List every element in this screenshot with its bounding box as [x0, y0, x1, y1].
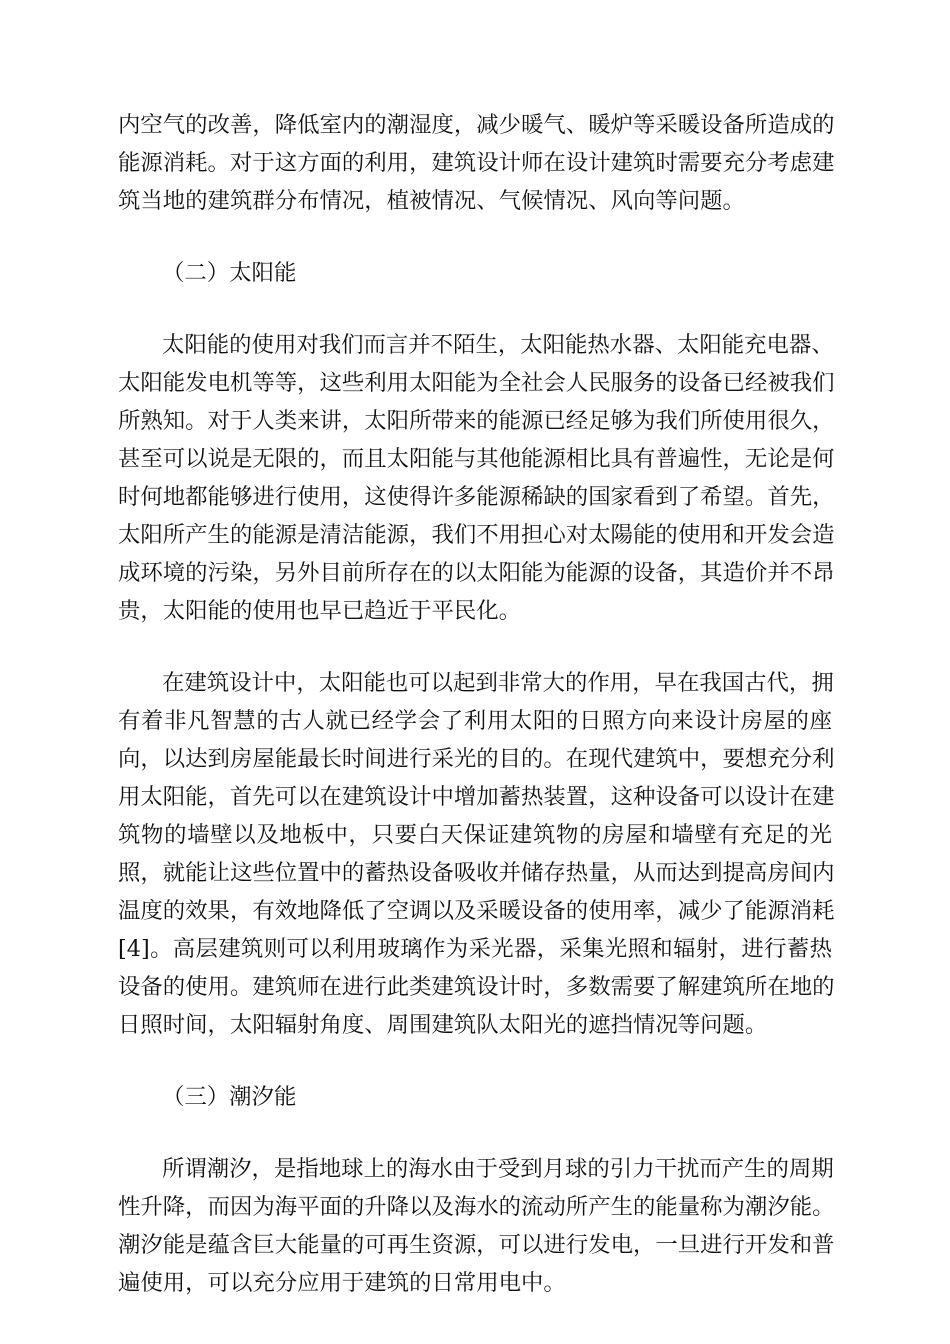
text-line: 向，以达到房屋能最长时间进行采光的目的。在现代建筑中，要想充分利: [118, 746, 835, 772]
paragraph-solar-design-cont: [118, 702, 835, 1044]
text-line: 太阳所产生的能源是清洁能源，我们不用担心对太陽能的使用和开发会造: [118, 522, 835, 548]
section-heading-tidal: （三）潮汐能: [162, 1084, 297, 1110]
paragraph-solar-intro-cont: [118, 364, 835, 630]
paragraph-tidal: [118, 1150, 832, 1188]
text-line: 性升降，而因为海平面的升降以及海水的流动所产生的能量称为潮汐能。: [118, 1194, 835, 1220]
text-line: 日照时间，太阳辐射角度、周围建筑队太阳光的遮挡情况等问题。: [118, 1012, 768, 1038]
text-line: 所熟知。对于人类来讲，太阳所带来的能源已经足够为我们所使用很久，: [118, 408, 835, 434]
text-line: 筑物的墙壁以及地板中，只要白天保证建筑物的房屋和墙壁有充足的光: [118, 822, 832, 848]
document-body: [118, 106, 835, 1302]
text-line: 设备的使用。建筑师在进行此类建筑设计时，多数需要了解建筑所在地的: [118, 974, 835, 1000]
text-line: 内空气的改善，降低室内的潮湿度，减少暖气、暖炉等采暖设备所造成的: [118, 112, 835, 138]
text-line: 照，就能让这些位置中的蓄热设备吸收并储存热量，从而达到提高房间内: [118, 860, 835, 886]
text-line: 用太阳能，首先可以在建筑设计中增加蓄热装置，这种设备可以设计在建: [118, 784, 835, 810]
text-line: 太阳能的使用对我们而言并不陌生，太阳能热水器、太阳能充电器、: [162, 332, 834, 358]
text-line: 有着非凡智慧的古人就已经学会了利用太阳的日照方向来设计房屋的座: [118, 708, 832, 734]
text-line: 甚至可以说是无限的，而且太阳能与其他能源相比具有普遍性，无论是何: [118, 446, 835, 472]
paragraph-solar-intro: [118, 326, 832, 364]
section-heading-solar: （二）太阳能: [162, 260, 297, 286]
paragraph-continued: [118, 106, 835, 220]
text-line: 所谓潮汐，是指地球上的海水由于受到月球的引力干扰而产生的周期: [162, 1156, 834, 1182]
paragraph-solar-design: [118, 664, 832, 702]
text-line: 成环境的污染，另外目前所存在的以太阳能为能源的设备，其造价并不昂: [118, 560, 835, 586]
paragraph-tidal-cont: [118, 1188, 835, 1302]
text-line: 能源消耗。对于这方面的利用，建筑设计师在设计建筑时需要充分考虑建: [118, 150, 835, 176]
text-line: 贵，太阳能的使用也早已趋近于平民化。: [118, 598, 522, 624]
text-line: 太阳能发电机等等，这些利用太阳能为全社会人民服务的设备已经被我们: [118, 370, 835, 396]
text-line: [4]。高层建筑则可以利用玻璃作为采光器，采集光照和辐射，进行蓄热: [118, 936, 832, 962]
text-line: 时何地都能够进行使用，这使得许多能源稀缺的国家看到了希望。首先，: [118, 484, 835, 510]
text-line: 潮汐能是蕴含巨大能量的可再生资源，可以进行发电，一旦进行开发和普: [118, 1232, 835, 1258]
text-line: 遍使用，可以充分应用于建筑的日常用电中。: [118, 1270, 566, 1296]
text-line: 温度的效果，有效地降低了空调以及采暖设备的使用率，减少了能源消耗: [118, 898, 835, 924]
text-line: 筑当地的建筑群分布情况，植被情况、气候情况、风向等问题。: [118, 188, 745, 214]
text-line: 在建筑设计中，太阳能也可以起到非常大的作用，早在我国古代，拥: [162, 670, 834, 696]
